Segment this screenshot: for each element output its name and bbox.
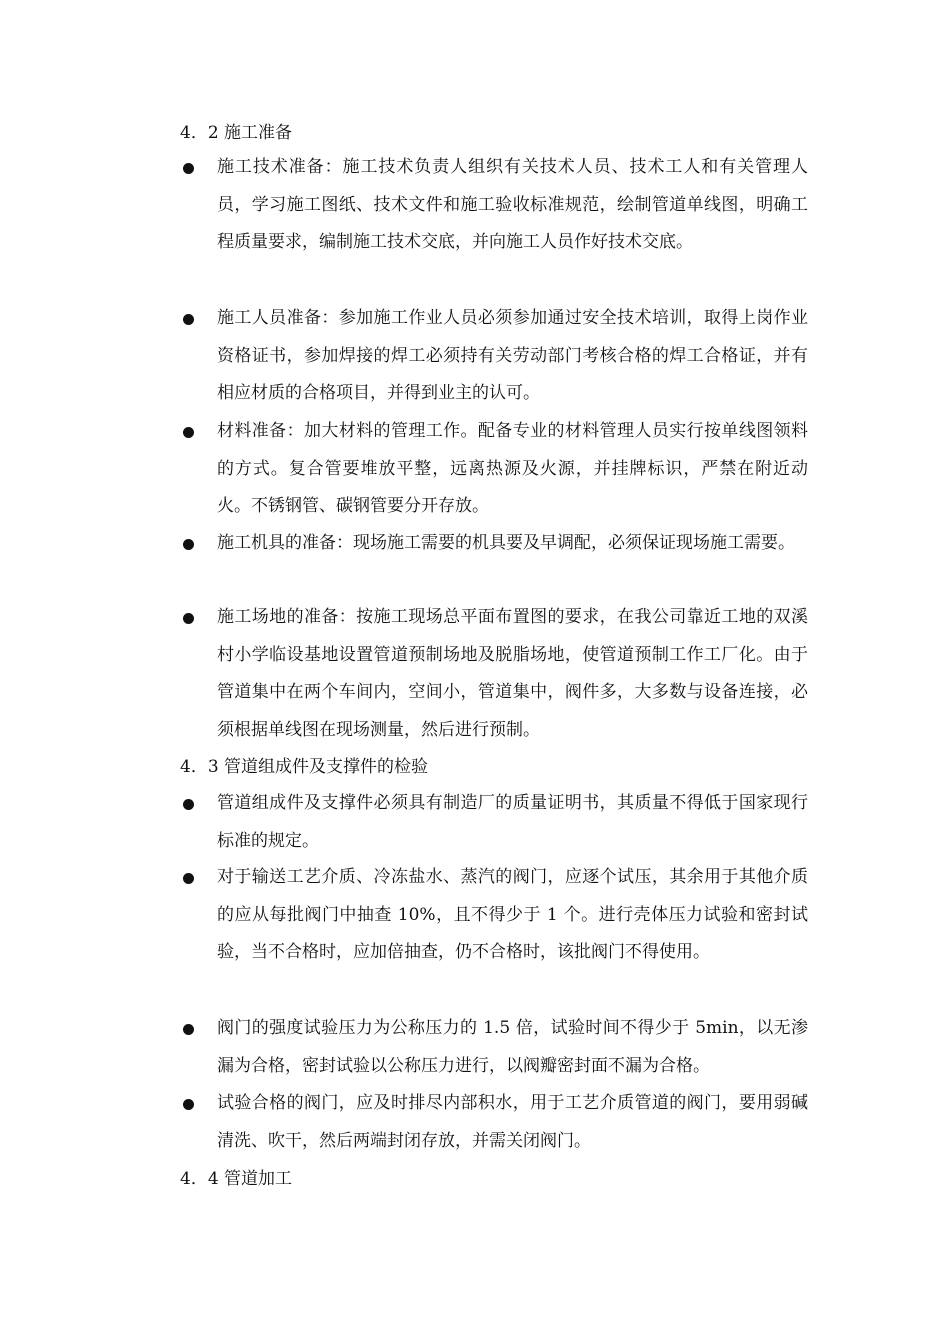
list-item xyxy=(180,149,808,262)
list-item xyxy=(180,785,808,860)
bullet-icon xyxy=(183,799,194,810)
list-item-text: 施工人员准备：参加施工作业人员必须参加通过安全技术培训，取得上岗作业资格证书，参加焊接的焊工必须持有关劳动部门考核合格的焊工合格证，并有相应材质的合格项目，并得到业主的认可。 xyxy=(217,308,808,404)
list-item-text: 管道组成件及支撑件必须具有制造厂的质量证明书，其质量不得低于国家现行标准的规定。 xyxy=(217,793,808,851)
list-item xyxy=(180,525,808,563)
list-item-text: 阀门的强度试验压力为公称压力的 1.5 倍，试验时间不得少于 5min，以无渗漏为合格，密封试验以公称压力进行，以阀瓣密封面不漏为合格。 xyxy=(217,1018,808,1076)
list-item-text: 材料准备：加大材料的管理工作。配备专业的材料管理人员实行按单线图领料的方式。复合管要堆放平整，远离热源及火源，并挂牌标识，严禁在附近动火。不锈钢管、碳钢管要分开存放。 xyxy=(217,421,808,517)
list-item-text: 施工技术准备：施工技术负责人组织有关技术人员、技术工人和有关管理人员，学习施工图纸、技术文件和施工验收标准规范，绘制管道单线图，明确工程质量要求，编制施工技术交底，并向施工人员作好技术交底。 xyxy=(217,157,808,253)
bullet-icon xyxy=(183,163,194,174)
list-item-text: 施工机具的准备：现场施工需要的机具要及早调配，必须保证现场施工需要。 xyxy=(217,533,795,553)
list-item xyxy=(180,1010,808,1085)
list-item xyxy=(180,300,808,413)
bullet-icon xyxy=(183,1099,194,1110)
section-heading-4-3: 4．3 管道组成件及支撑件的检验 xyxy=(180,757,429,777)
list-item-text: 试验合格的阀门，应及时排尽内部积水，用于工艺介质管道的阀门，要用弱碱清洗、吹干，然后两端封闭存放，并需关闭阀门。 xyxy=(217,1093,808,1151)
list-item xyxy=(180,859,808,972)
section-heading-4-2: 4．2 施工准备 xyxy=(180,123,293,143)
list-item xyxy=(180,599,808,749)
list-item-text: 对于输送工艺介质、冷冻盐水、蒸汽的阀门，应逐个试压，其余用于其他介质的应从每批阀门中抽查 10%，且不得少于 1 个。进行壳体压力试验和密封试验，当不合格时，应加倍抽查，仍不合格时，该批阀门不得使用。 xyxy=(217,867,808,963)
list-item-text: 施工场地的准备：按施工现场总平面布置图的要求，在我公司靠近工地的双溪村小学临设基地设置管道预制场地及脱脂场地，使管道预制工作工厂化。由于管道集中在两个车间内，空间小，管道集中，阀件多，大多数与设备连接，必须根据单线图在现场测量，然后进行预制。 xyxy=(217,607,808,740)
bullet-icon xyxy=(183,427,194,438)
bullet-icon xyxy=(183,1024,194,1035)
bullet-icon xyxy=(183,613,194,624)
section-heading-4-4: 4．4 管道加工 xyxy=(180,1169,293,1189)
bullet-icon xyxy=(183,873,194,884)
bullet-icon xyxy=(183,539,194,550)
list-item xyxy=(180,1085,808,1160)
list-item xyxy=(180,413,808,526)
bullet-icon xyxy=(183,314,194,325)
